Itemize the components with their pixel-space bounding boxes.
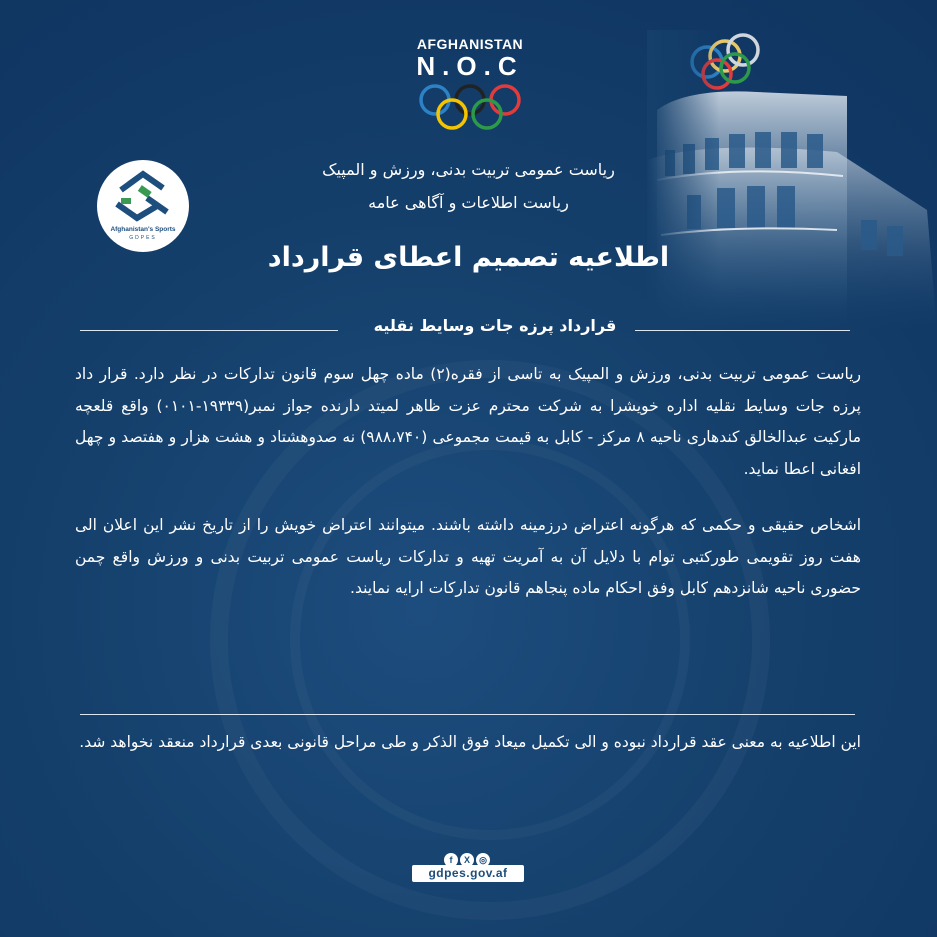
instagram-icon[interactable]: ◎ — [476, 853, 490, 867]
paragraph-3-text: این اطلاعیه به معنی عقد قرارداد نبوده و الی تکمیل میعاد فوق الذکر و طی مراحل قانونی بعدی قرارداد منعقد نخواهد شد. — [79, 733, 861, 751]
paragraph-2-text: اشخاص حقیقی و حکمی که هرگونه اعتراض درزمینه داشته باشند. میتوانند اعتراض خویش را از تاریخ نشر این اعلان الی هفت روز تقویمی طورکتبی توام با دلایل آن به آمریت تهیه و تدارکات ریاست عمومی تربیت بدنی و ورزش واقع چمن حضوری ناحیه شانزدهم کابل وفق احکام ماده پنجاهم قانون تدارکات ارایه نمایند. — [75, 516, 861, 597]
section-divider — [80, 714, 855, 715]
sports-logo-subcaption: GDPES — [129, 235, 157, 241]
subtitle-text: قرارداد پرزه جات وسایط نقلیه — [373, 316, 617, 335]
sports-logo-caption: Afghanistan's Sports — [110, 226, 176, 233]
noc-country-label: AFGHANISTAN — [416, 36, 524, 52]
olympic-rings-icon — [415, 82, 525, 132]
subtitle-divider-left — [80, 330, 338, 331]
background-watermark-inner-ring — [290, 440, 690, 840]
website-url[interactable]: gdpes.gov.af — [412, 865, 524, 882]
x-icon[interactable]: X — [460, 853, 474, 867]
page-title: اطلاعیه تصمیم اعطای قرارداد — [267, 242, 670, 273]
noc-abbreviation: N.O.C — [416, 51, 524, 81]
afghanistan-noc-logo — [405, 36, 535, 132]
facebook-icon[interactable]: f — [444, 853, 458, 867]
subtitle-divider-right — [635, 330, 850, 331]
body-paragraph-2 — [75, 510, 861, 605]
header-line-2: ریاست اطلاعات و آگاهی عامه — [368, 193, 569, 212]
body-paragraph-3 — [75, 727, 861, 759]
stadium-building-illustration — [647, 30, 937, 330]
body-paragraph-1 — [75, 359, 861, 485]
subtitle-row — [80, 314, 850, 344]
header-line-1: ریاست عمومی تربیت بدنی، ورزش و المپیک — [322, 160, 615, 179]
social-icons — [444, 848, 496, 864]
paragraph-1-text: ریاست عمومی تربیت بدنی، ورزش و المپیک به تاسی از فقره(۲) ماده چهل سوم قانون تدارکات در نظر دارد. قرار داد پرزه جات وسایط نقلیه اداره خویشرا به شرکت محترم عزت ظاهر لمیتد دارنده جواز نمبر(۱۹۳۳۹-۰۱۰۱) واقع قلعچه مارکیت عبدالخالق کندهاری ناحیه ۸ مرکز - کابل به قیمت مجموعی (۹۸۸،۷۴۰) نه صدوهشتاد و هشت هزار و هفتصد و چهل افغانی اعطا نماید. — [75, 365, 862, 478]
